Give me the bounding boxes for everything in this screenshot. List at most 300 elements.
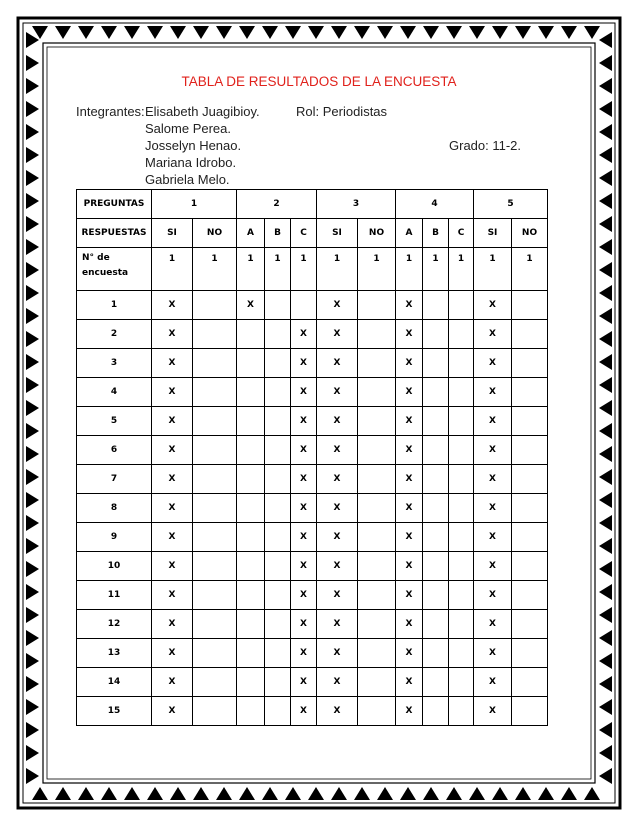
answer-cell	[237, 552, 265, 581]
border-triangle	[599, 308, 612, 324]
border-triangle	[101, 26, 117, 39]
border-triangle	[423, 787, 439, 800]
answer-cell	[423, 581, 449, 610]
encuesta-number: 10	[77, 552, 152, 581]
border-triangle	[26, 584, 39, 600]
count-cell: 1	[152, 248, 193, 291]
answer-cell: X	[474, 465, 512, 494]
border-triangle	[147, 26, 163, 39]
table-row	[77, 407, 548, 436]
border-triangle	[515, 787, 531, 800]
count-cell: 1	[474, 248, 512, 291]
answer-cell: X	[152, 465, 193, 494]
table-row	[77, 610, 548, 639]
answer-cell: X	[291, 610, 317, 639]
answer-cell: X	[317, 291, 358, 320]
answer-cell	[423, 320, 449, 349]
preguntas-label: PREGUNTAS	[77, 190, 152, 219]
border-triangle	[262, 787, 278, 800]
encuesta-number: 7	[77, 465, 152, 494]
answer-cell	[449, 291, 474, 320]
answer-cell: X	[396, 639, 423, 668]
answer-cell	[358, 407, 396, 436]
answer-cell	[449, 581, 474, 610]
border-triangle	[26, 308, 39, 324]
answer-cell: X	[396, 320, 423, 349]
answer-cell: X	[291, 668, 317, 697]
answer-cell	[512, 523, 548, 552]
answer-cell	[358, 349, 396, 378]
answer-header: NO	[193, 219, 237, 248]
answer-cell: X	[291, 436, 317, 465]
answer-cell	[512, 610, 548, 639]
border-triangle	[599, 216, 612, 232]
member-name: Mariana Idrobo.	[145, 155, 237, 170]
encuesta-label: N° de encuesta	[77, 248, 152, 291]
answer-cell: X	[317, 494, 358, 523]
table-row	[77, 436, 548, 465]
answer-cell	[237, 639, 265, 668]
answer-cell: X	[317, 320, 358, 349]
answer-cell: X	[474, 436, 512, 465]
answer-cell: X	[474, 494, 512, 523]
answer-cell	[449, 465, 474, 494]
answer-cell: X	[474, 639, 512, 668]
answer-cell	[237, 494, 265, 523]
answer-header: B	[423, 219, 449, 248]
answer-header: SI	[474, 219, 512, 248]
answer-cell	[193, 407, 237, 436]
answer-cell	[265, 581, 291, 610]
border-triangle	[26, 561, 39, 577]
encuesta-number: 13	[77, 639, 152, 668]
answer-cell: X	[317, 523, 358, 552]
answer-cell: X	[291, 407, 317, 436]
border-triangle	[469, 787, 485, 800]
answer-cell	[449, 407, 474, 436]
border-triangle	[26, 400, 39, 416]
border-triangle	[377, 26, 393, 39]
border-triangle	[354, 787, 370, 800]
count-cell: 1	[396, 248, 423, 291]
border-triangle	[492, 26, 508, 39]
border-triangle	[599, 285, 612, 301]
border-triangle	[599, 653, 612, 669]
answer-cell: X	[317, 436, 358, 465]
answer-cell: X	[396, 465, 423, 494]
answer-cell	[358, 378, 396, 407]
border-triangle	[599, 515, 612, 531]
question-header: 2	[237, 190, 317, 219]
border-triangle	[26, 630, 39, 646]
answer-cell	[265, 407, 291, 436]
answer-cell: X	[291, 494, 317, 523]
answer-cell: X	[317, 552, 358, 581]
answer-cell	[193, 349, 237, 378]
answer-cell: X	[474, 523, 512, 552]
border-triangle	[285, 26, 301, 39]
border-triangle	[101, 787, 117, 800]
answer-cell	[423, 668, 449, 697]
answer-cell: X	[291, 465, 317, 494]
border-triangle	[26, 469, 39, 485]
answer-cell	[237, 581, 265, 610]
answer-cell	[237, 436, 265, 465]
answer-cell	[423, 494, 449, 523]
answer-cell: X	[152, 552, 193, 581]
answer-cell	[193, 610, 237, 639]
border-triangle	[599, 32, 612, 48]
border-triangle	[26, 124, 39, 140]
border-triangle	[26, 101, 39, 117]
border-triangle	[599, 193, 612, 209]
border-triangle	[599, 446, 612, 462]
answer-cell	[512, 639, 548, 668]
encuesta-number: 3	[77, 349, 152, 378]
answer-cell	[265, 378, 291, 407]
answer-cell: X	[317, 407, 358, 436]
answer-header: C	[449, 219, 474, 248]
border-triangle	[170, 787, 186, 800]
answer-cell	[237, 378, 265, 407]
count-cell: 1	[358, 248, 396, 291]
answer-cell: X	[152, 436, 193, 465]
answer-cell: X	[474, 668, 512, 697]
border-triangle	[469, 26, 485, 39]
count-cell: 1	[291, 248, 317, 291]
answer-cell	[358, 436, 396, 465]
answer-cell	[358, 494, 396, 523]
table-row	[77, 378, 548, 407]
answer-cell	[193, 639, 237, 668]
answer-cell	[512, 494, 548, 523]
answer-cell: X	[291, 349, 317, 378]
answer-cell: X	[474, 291, 512, 320]
integrantes-label: Integrantes:	[76, 104, 145, 119]
answer-cell: X	[317, 465, 358, 494]
border-triangle	[599, 630, 612, 646]
answer-cell: X	[291, 581, 317, 610]
answer-header: C	[291, 219, 317, 248]
border-triangle	[599, 124, 612, 140]
border-triangle	[26, 653, 39, 669]
answer-cell	[512, 349, 548, 378]
answer-cell: X	[474, 697, 512, 726]
answer-cell: X	[396, 407, 423, 436]
answer-cell	[358, 523, 396, 552]
border-triangle	[26, 55, 39, 71]
answer-cell	[358, 610, 396, 639]
answer-cell	[512, 668, 548, 697]
answer-cell	[193, 552, 237, 581]
border-triangle	[599, 768, 612, 784]
answer-cell: X	[396, 581, 423, 610]
encuesta-number: 11	[77, 581, 152, 610]
answer-cell: X	[291, 697, 317, 726]
answer-cell	[449, 639, 474, 668]
border-triangle	[26, 170, 39, 186]
border-triangle	[26, 492, 39, 508]
answer-cell	[265, 465, 291, 494]
answer-header: A	[237, 219, 265, 248]
border-triangle	[26, 745, 39, 761]
answer-cell	[358, 465, 396, 494]
answer-cell	[423, 523, 449, 552]
border-triangle	[216, 787, 232, 800]
border-triangle	[26, 515, 39, 531]
answer-cell	[423, 436, 449, 465]
answer-cell	[193, 494, 237, 523]
border-triangle	[193, 26, 209, 39]
answer-cell	[423, 465, 449, 494]
border-triangle	[26, 423, 39, 439]
border-triangle	[26, 722, 39, 738]
answer-cell: X	[396, 523, 423, 552]
answer-cell	[512, 378, 548, 407]
answer-cell: X	[474, 378, 512, 407]
border-triangle	[216, 26, 232, 39]
answer-cell	[291, 291, 317, 320]
border-triangle	[400, 26, 416, 39]
answer-cell: X	[291, 639, 317, 668]
border-triangle	[599, 561, 612, 577]
answer-cell	[423, 639, 449, 668]
border-triangle	[538, 26, 554, 39]
border-triangle	[446, 26, 462, 39]
answer-cell	[237, 697, 265, 726]
member-name: Elisabeth Juagibioy.	[145, 104, 260, 119]
answer-header: NO	[512, 219, 548, 248]
border-triangle	[285, 787, 301, 800]
answer-cell	[237, 610, 265, 639]
border-triangle	[446, 787, 462, 800]
answer-cell	[449, 378, 474, 407]
border-triangle	[55, 787, 71, 800]
border-triangle	[55, 26, 71, 39]
answer-cell	[423, 552, 449, 581]
answer-cell	[265, 523, 291, 552]
answer-header: B	[265, 219, 291, 248]
border-triangle	[599, 469, 612, 485]
answer-cell	[512, 465, 548, 494]
answer-cell	[265, 639, 291, 668]
answer-cell: X	[237, 291, 265, 320]
answer-cell	[423, 291, 449, 320]
answer-cell: X	[291, 320, 317, 349]
border-triangle	[599, 101, 612, 117]
border-triangle	[599, 492, 612, 508]
answer-cell	[512, 581, 548, 610]
rol-text: Rol: Periodistas	[296, 104, 388, 119]
answer-cell	[449, 668, 474, 697]
table-row	[77, 465, 548, 494]
border-triangle	[599, 377, 612, 393]
answer-cell: X	[474, 610, 512, 639]
border-triangle	[599, 538, 612, 554]
border-triangle	[170, 26, 186, 39]
border-triangle	[262, 26, 278, 39]
answer-cell	[193, 320, 237, 349]
border-triangle	[26, 331, 39, 347]
answer-cell	[237, 320, 265, 349]
answer-cell: X	[152, 668, 193, 697]
border-triangle	[599, 607, 612, 623]
table-row	[77, 697, 548, 726]
border-triangle	[584, 26, 600, 39]
answer-cell	[449, 436, 474, 465]
answer-cell: X	[152, 291, 193, 320]
encuesta-number: 4	[77, 378, 152, 407]
border-triangle	[308, 787, 324, 800]
answer-cell	[358, 291, 396, 320]
border-triangle	[331, 26, 347, 39]
table-row	[77, 581, 548, 610]
encuesta-number: 15	[77, 697, 152, 726]
answer-header: SI	[317, 219, 358, 248]
border-triangle	[354, 26, 370, 39]
count-cell: 1	[449, 248, 474, 291]
answer-cell	[423, 378, 449, 407]
border-triangle	[308, 26, 324, 39]
answer-cell	[449, 552, 474, 581]
answer-cell: X	[396, 552, 423, 581]
answer-cell: X	[152, 639, 193, 668]
answer-cell	[265, 320, 291, 349]
border-triangle	[584, 787, 600, 800]
answer-cell	[193, 697, 237, 726]
answer-cell	[193, 523, 237, 552]
border-triangle	[32, 787, 48, 800]
member-name: Josselyn Henao.	[145, 138, 242, 153]
answer-cell	[358, 697, 396, 726]
border-triangle	[423, 26, 439, 39]
answer-cell	[237, 465, 265, 494]
answer-header: NO	[358, 219, 396, 248]
border-triangle	[239, 26, 255, 39]
answer-cell	[265, 349, 291, 378]
answer-cell: X	[474, 407, 512, 436]
border-triangle	[26, 239, 39, 255]
grado-text: Grado: 11-2.	[449, 138, 522, 153]
border-triangle	[599, 262, 612, 278]
encuesta-number: 12	[77, 610, 152, 639]
answer-header: A	[396, 219, 423, 248]
count-cell: 1	[317, 248, 358, 291]
answer-cell: X	[291, 378, 317, 407]
border-triangle	[599, 722, 612, 738]
table-row	[77, 523, 548, 552]
answer-cell	[265, 552, 291, 581]
answer-cell	[512, 320, 548, 349]
border-triangle	[26, 768, 39, 784]
answer-cell: X	[152, 494, 193, 523]
table-row	[77, 639, 548, 668]
border-triangle	[538, 787, 554, 800]
encuesta-number: 9	[77, 523, 152, 552]
answer-cell: X	[474, 581, 512, 610]
answer-cell: X	[317, 610, 358, 639]
answer-cell: X	[396, 697, 423, 726]
answer-cell	[193, 668, 237, 697]
table-row	[77, 668, 548, 697]
border-triangle	[78, 787, 94, 800]
answer-cell: X	[396, 494, 423, 523]
question-header: 1	[152, 190, 237, 219]
border-triangle	[400, 787, 416, 800]
answer-cell	[193, 436, 237, 465]
border-triangle	[599, 745, 612, 761]
table-row	[77, 320, 548, 349]
border-triangle	[599, 239, 612, 255]
answer-cell: X	[152, 610, 193, 639]
answer-cell	[449, 349, 474, 378]
answer-cell	[423, 610, 449, 639]
answer-cell: X	[317, 378, 358, 407]
answer-cell	[449, 610, 474, 639]
border-triangle	[515, 26, 531, 39]
answer-cell: X	[396, 610, 423, 639]
border-triangle	[599, 676, 612, 692]
encuesta-number: 2	[77, 320, 152, 349]
answer-cell: X	[474, 349, 512, 378]
border-triangle	[492, 787, 508, 800]
table-row	[77, 552, 548, 581]
border-triangle	[26, 446, 39, 462]
answer-cell: X	[291, 523, 317, 552]
answer-cell: X	[152, 407, 193, 436]
answer-cell	[265, 668, 291, 697]
answer-cell	[512, 436, 548, 465]
question-header: 5	[474, 190, 548, 219]
border-triangle	[124, 787, 140, 800]
answer-cell: X	[152, 378, 193, 407]
answer-cell	[265, 697, 291, 726]
answer-cell	[423, 349, 449, 378]
border-triangle	[26, 676, 39, 692]
answer-cell	[237, 349, 265, 378]
border-triangle	[561, 787, 577, 800]
border-triangle	[599, 354, 612, 370]
answer-cell	[449, 697, 474, 726]
border-triangle	[599, 400, 612, 416]
table-row	[77, 349, 548, 378]
answer-cell	[358, 320, 396, 349]
question-header: 3	[317, 190, 396, 219]
border-triangle	[331, 787, 347, 800]
results-table	[76, 189, 548, 726]
member-name: Salome Perea.	[145, 121, 231, 136]
answer-cell	[449, 494, 474, 523]
encuesta-number: 1	[77, 291, 152, 320]
table-row	[77, 494, 548, 523]
answer-cell	[512, 291, 548, 320]
border-triangle	[193, 787, 209, 800]
members-list	[145, 103, 260, 188]
answer-cell	[193, 291, 237, 320]
preguntas-row	[77, 190, 548, 219]
answer-cell	[265, 436, 291, 465]
answer-cell: X	[317, 697, 358, 726]
encuesta-number: 14	[77, 668, 152, 697]
answer-cell: X	[291, 552, 317, 581]
answer-cell	[358, 668, 396, 697]
border-triangle	[26, 354, 39, 370]
page-title: TABLA DE RESULTADOS DE LA ENCUESTA	[181, 74, 457, 89]
border-triangle	[32, 26, 48, 39]
answer-cell	[358, 639, 396, 668]
answer-cell: X	[152, 349, 193, 378]
answer-cell	[237, 523, 265, 552]
